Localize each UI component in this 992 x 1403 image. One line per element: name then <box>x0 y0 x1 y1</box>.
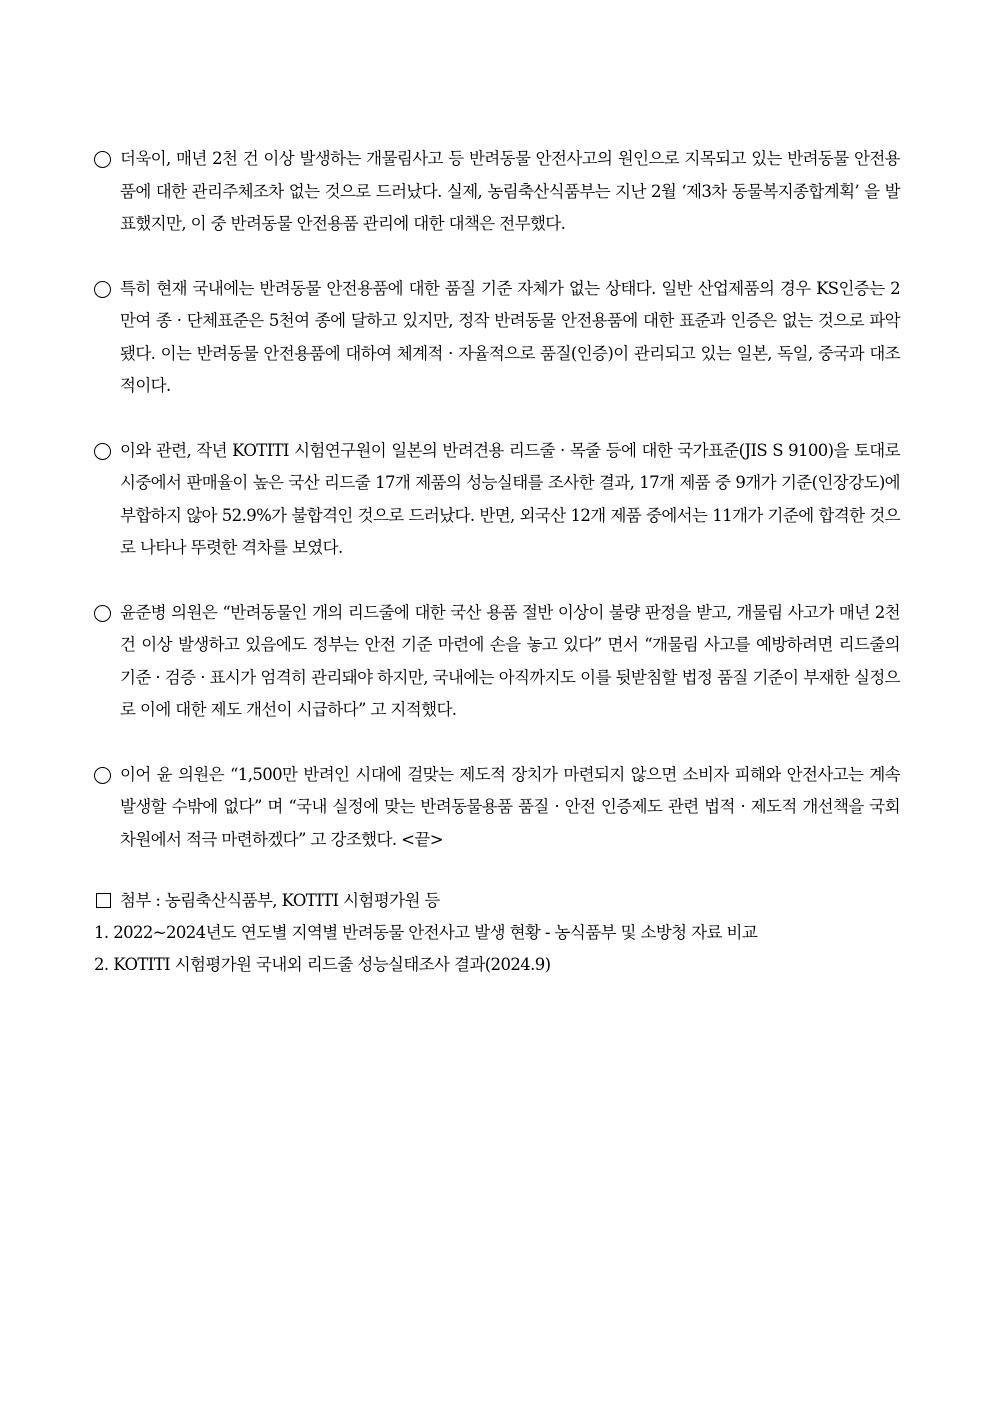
paragraph-1 <box>94 143 900 241</box>
paragraph-text: 윤준병 의원은 “반려동물인 개의 리드줄에 대한 국산 용품 절반 이상이 불량 판정을 받고, 개물림 사고가 매년 2천 건 이상 발생하고 있음에도 정부는 안전 기준 마련에 손을 놓고 있다” 면서 “개물림 사고를 예방하려면 리드줄의 기준 · 검증 · 표시가 엄격히 관리돼야 하지만, 국내에는 아직까지도 이를 뒷받침할 법정 품질 기준이 부재한 실정으로 이에 대한 제도 개선이 시급하다” 고 지적했다. <box>120 602 900 719</box>
attachment-item-1: 1. 2022~2024년도 연도별 지역별 반려동물 안전사고 발생 현황 - 농식품부 및 소방청 자료 비교 <box>94 923 758 942</box>
paragraph-3 <box>94 435 900 565</box>
attachment-heading <box>94 885 900 917</box>
attachment-heading-text: 첨부 : 농림축산식품부, KOTITI 시험평가원 등 <box>120 891 440 910</box>
attachment-item-2: 2. KOTITI 시험평가원 국내외 리드줄 성능실태조사 결과(2024.9) <box>94 955 551 974</box>
paragraph-2 <box>94 273 900 403</box>
circle-bullet-icon <box>94 443 111 460</box>
circle-bullet-icon <box>94 767 111 784</box>
circle-bullet-icon <box>94 151 111 168</box>
paragraph-text: 이어 윤 의원은 “1,500만 반려인 시대에 걸맞는 제도적 장치가 마련되지 않으면 소비자 피해와 안전사고는 계속 발생할 수밖에 없다” 며 “국내 실정에 맞는 반려동물용품 품질 · 안전 인증제도 관련 법적 · 제도적 개선책을 국회 차원에서 적극 마련하겠다” 고 강조했다. <끝> <box>120 764 900 849</box>
paragraph-5 <box>94 759 900 857</box>
paragraph-text: 특히 현재 국내에는 반려동물 안전용품에 대한 품질 기준 자체가 없는 상태다. 일반 산업제품의 경우 KS인증는 2만여 종 · 단체표준은 5천여 종에 달하고 있지만, 정작 반려동물 안전용품에 대한 표준과 인증은 없는 것으로 파악됐다. 이는 반려동물 안전용품에 대하여 체계적 · 자율적으로 품질(인증)이 관리되고 있는 일본, 독일, 중국과 대조적이다. <box>120 278 900 395</box>
paragraph-4 <box>94 597 900 727</box>
paragraph-text: 더욱이, 매년 2천 건 이상 발생하는 개물림사고 등 반려동물 안전사고의 원인으로 지목되고 있는 반려동물 안전용품에 대한 관리주체조차 없는 것으로 드러났다. 실제, 농림축산식품부는 지난 2월 ‘제3차 동물복지종합계획’ 을 발표했지만, 이 중 반려동물 안전용품 관리에 대한 대책은 전무했다. <box>120 149 900 233</box>
paragraph-text: 이와 관련, 작년 KOTITI 시험연구원이 일본의 반려견용 리드줄 · 목줄 등에 대한 국가표준(JIS S 9100)을 토대로 시중에서 판매율이 높은 국산 리드줄 17개 제품의 성능실태를 조사한 결과, 17개 제품 중 9개가 기준(인장강도)에 부합하지 않아 52.9%가 불합격인 것으로 드러났다. 반면, 외국산 12개 제품 중에서는 11개가 기준에 합격한 것으로 나타나 뚜렷한 격차를 보였다. <box>120 440 900 557</box>
circle-bullet-icon <box>94 605 111 622</box>
attachment-section <box>94 885 900 981</box>
circle-bullet-icon <box>94 281 111 298</box>
document-body <box>94 143 900 981</box>
square-bullet-icon <box>96 893 111 908</box>
